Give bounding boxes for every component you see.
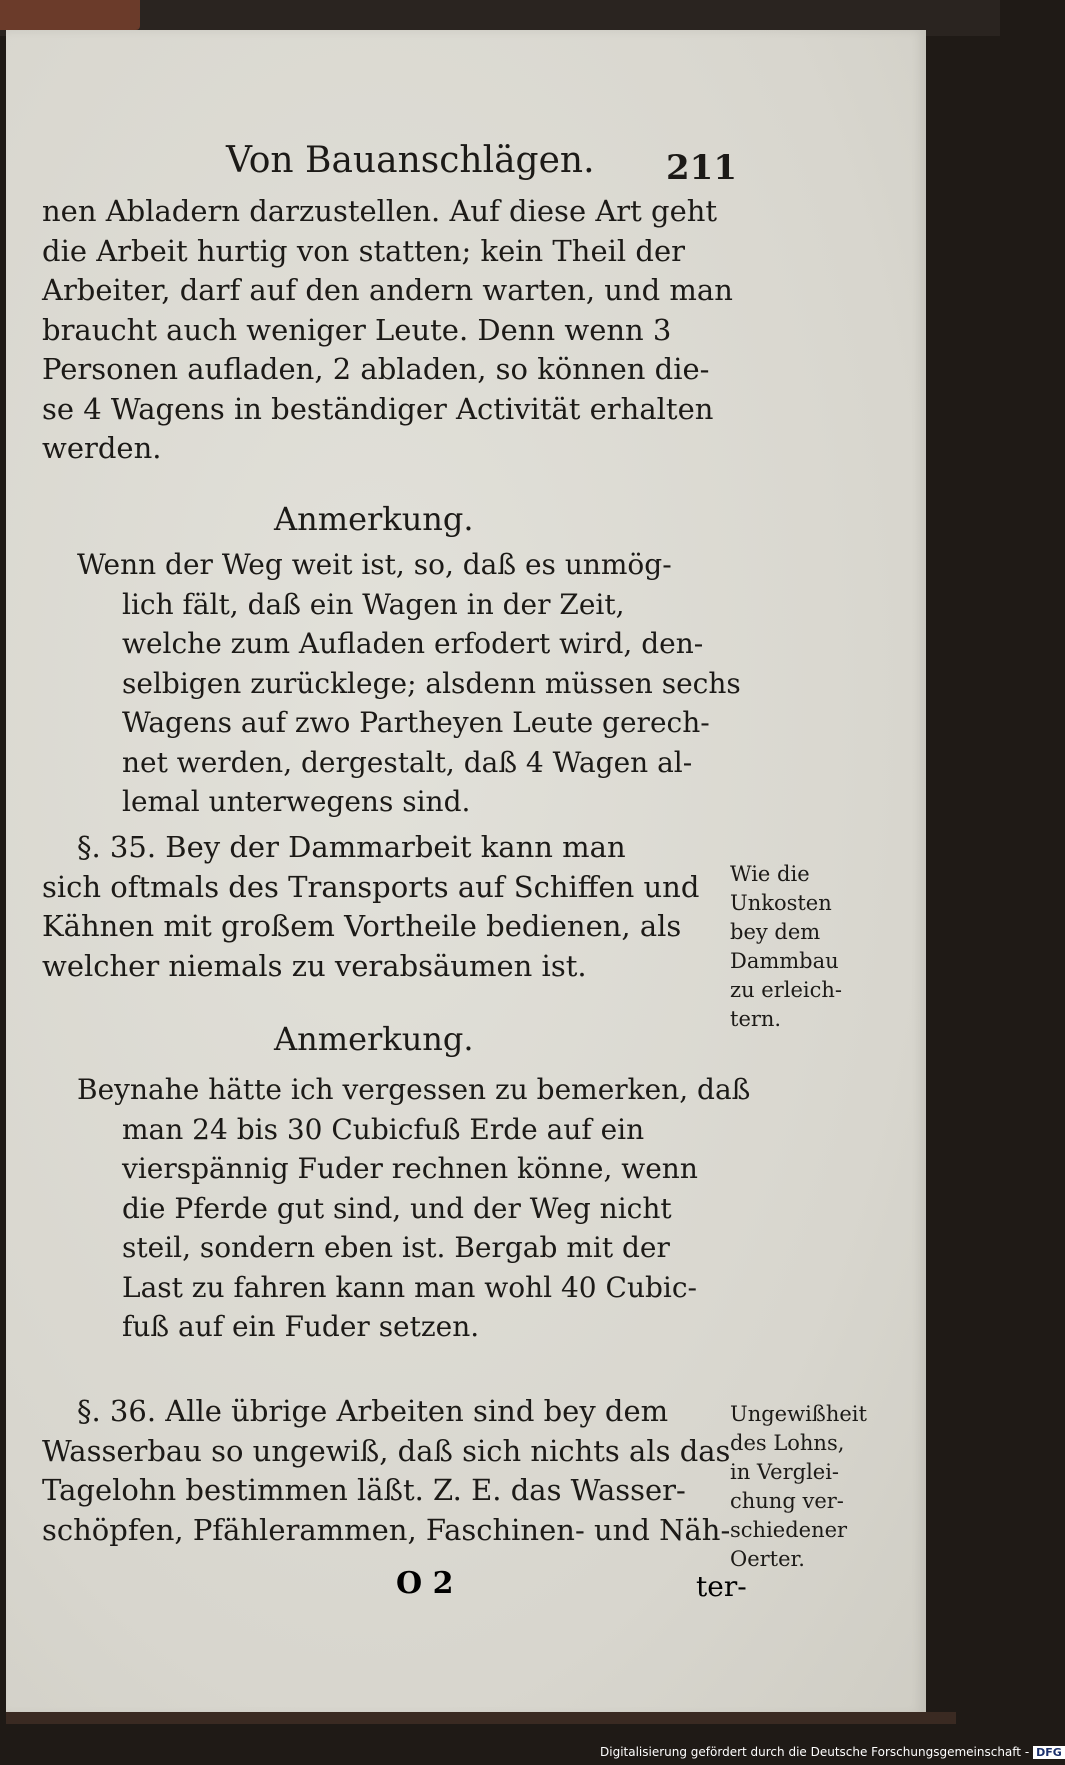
- text-line: Beynahe hätte ich vergessen zu bemerken, daß: [77, 1073, 751, 1106]
- page-bottom-edge: [6, 1712, 956, 1724]
- text-line: vierspännig Fuder rechnen könne, wenn: [122, 1152, 698, 1185]
- margin-line: bey dem: [730, 920, 821, 944]
- text-line: Wenn der Weg weit ist, so, daß es unmög-: [77, 548, 672, 581]
- annotation-block-2: [42, 1070, 751, 1347]
- text-line: §. 35. Bey der Dammarbeit kann man: [77, 830, 626, 864]
- margin-line: Wie die: [730, 862, 810, 886]
- text-line: §. 36. Alle übrige Arbeiten sind bey dem: [77, 1394, 669, 1428]
- text-line: Tagelohn bestimmen läßt. Z. E. das Wasser-: [42, 1473, 686, 1507]
- book-page: [6, 30, 926, 1715]
- margin-note-36: [730, 1400, 890, 1574]
- text-line: Kähnen mit großem Vortheile bedienen, als: [42, 909, 682, 943]
- text-line: welcher niemals zu verabsäumen ist.: [42, 948, 587, 983]
- signature-mark: O 2: [396, 1566, 454, 1601]
- paragraph-36: [42, 1392, 732, 1550]
- section-heading-2: Anmerkung.: [274, 1020, 474, 1058]
- text-line: die Pferde gut sind, und der Weg nicht: [122, 1191, 672, 1225]
- page-number: 211: [666, 148, 737, 188]
- text-line: nen Abladern darzustellen. Auf diese Art geht: [42, 194, 718, 228]
- text-line: man 24 bis 30 Cubicfuß Erde auf ein: [122, 1112, 645, 1146]
- footer-text: Digitalisierung gefördert durch die Deutsche Forschungsgemeinschaft -: [600, 1745, 1030, 1759]
- text-line: werden.: [42, 431, 162, 465]
- text-line: Wagens auf zwo Partheyen Leute gerech-: [122, 706, 710, 739]
- margin-line: in Verglei-: [730, 1460, 840, 1484]
- text-line: Arbeiter, darf auf den andern warten, und man: [42, 273, 733, 307]
- catchword: ter-: [696, 1570, 747, 1603]
- text-line: schöpfen, Pfählerammen, Faschinen- und Näh-: [42, 1512, 731, 1547]
- text-line: Personen aufladen, 2 abladen, so können die-: [42, 352, 710, 386]
- dfg-logo: DFG: [1033, 1746, 1065, 1759]
- annotation-block-1: [42, 545, 741, 822]
- text-line: sich oftmals des Transports auf Schiffen und: [42, 869, 700, 904]
- margin-line: chung ver-: [730, 1489, 844, 1513]
- text-line: braucht auch weniger Leute. Denn wenn 3: [42, 312, 672, 347]
- book-cover-tab: [0, 0, 140, 30]
- text-line: Last zu fahren kann man wohl 40 Cubic-: [122, 1270, 697, 1304]
- paragraph-35: [42, 828, 732, 986]
- text-line: net werden, dergestalt, daß 4 Wagen al-: [122, 745, 693, 779]
- margin-line: tern.: [730, 1007, 782, 1031]
- text-line: die Arbeit hurtig von statten; kein Theil der: [42, 233, 685, 268]
- text-line: selbigen zurücklege; alsdenn müssen sechs: [122, 666, 741, 700]
- text-line: steil, sondern eben ist. Bergab mit der: [122, 1231, 670, 1264]
- text-line: se 4 Wagens in beständiger Activität erhalten: [42, 391, 714, 426]
- text-line: fuß auf ein Fuder setzen.: [122, 1310, 480, 1343]
- text-line: Wasserbau so ungewiß, daß sich nichts als das: [42, 1433, 731, 1468]
- margin-note-35: [730, 860, 890, 1034]
- text-line: lich fält, daß ein Wagen in der Zeit,: [122, 587, 625, 621]
- margin-line: Oerter.: [730, 1547, 805, 1571]
- text-line: welche zum Aufladen erfodert wird, den-: [122, 627, 704, 660]
- paragraph-block-1: [42, 192, 732, 469]
- section-heading-1: Anmerkung.: [274, 500, 474, 538]
- margin-line: des Lohns,: [730, 1431, 845, 1455]
- margin-line: zu erleich-: [730, 978, 842, 1002]
- digitization-footer: [600, 1745, 1065, 1759]
- margin-line: Dammbau: [730, 949, 839, 973]
- margin-line: Ungewißheit: [730, 1402, 867, 1426]
- margin-line: schiedener: [730, 1518, 848, 1542]
- text-line: lemal unterwegens sind.: [122, 785, 471, 818]
- margin-line: Unkosten: [730, 891, 832, 915]
- running-header: Von Bauanschlägen.: [226, 140, 595, 181]
